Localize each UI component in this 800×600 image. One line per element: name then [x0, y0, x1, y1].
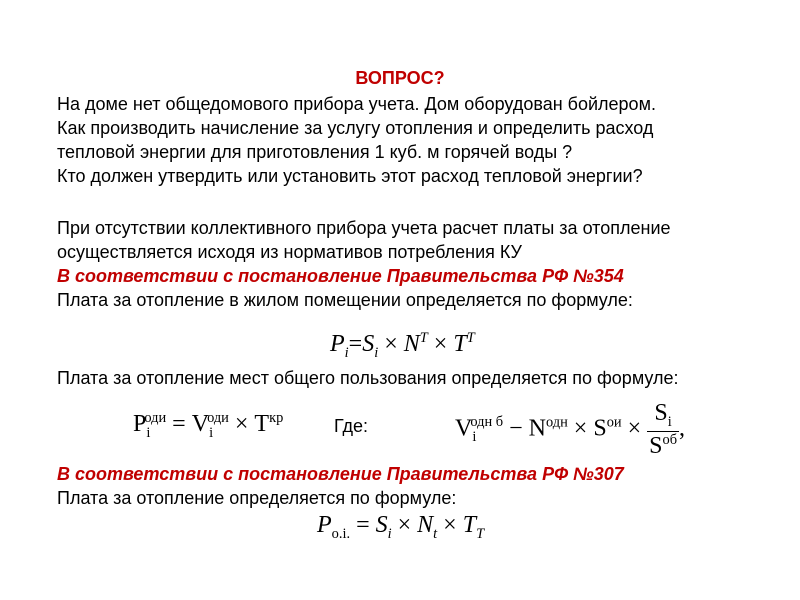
question-line: тепловой энергии для приготовления 1 куб. м горячей воды ? [57, 142, 573, 162]
answer-line: осуществляется исходя из нормативов потребления КУ [57, 242, 522, 262]
reference-354: В соответствии с постановление Правительства РФ №354 [57, 266, 624, 286]
formula-common-areas: $P_i^{оди} = V_i^{оди} \times T^{кр}$ [133, 410, 284, 441]
question-line: Кто должен утвердить или установить этот расход тепловой энергии? [57, 166, 643, 186]
where-label: Где: [334, 416, 369, 436]
question-text [57, 92, 777, 188]
reference-307: В соответствии с постановление Правительства РФ №307 [57, 464, 624, 484]
formula-307-intro: Плата за отопление определяется по формуле: [57, 488, 457, 508]
living-formula-intro: Плата за отопление в жилом помещении определяется по формуле: [57, 290, 633, 310]
formula-307: $P_{o.i.} = S_i \times N_t \times T_T$ [317, 512, 485, 542]
formula-living-heating: $P_i=S_i \times N^T \times T^T$ [330, 330, 475, 361]
common-formula-intro: Плата за отопление мест общего пользования определяется по формуле: [57, 368, 679, 388]
page-title: ВОПРОС? [355, 68, 445, 88]
section-307 [57, 462, 777, 510]
formula-volume: $V_i^{одн б} - N^{одн} \times S^{ои}$ × $\frac{S_i}{S^{об}}$ , [455, 400, 686, 459]
question-line: Как производить начисление за услугу отопления и определить расход [57, 118, 654, 138]
answer-line: При отсутствии коллективного прибора учета расчет платы за отопление [57, 218, 671, 238]
answer-text [57, 216, 777, 312]
question-line: На доме нет общедомового прибора учета. Дом оборудован бойлером. [57, 94, 656, 114]
fraction: $\frac{S_i}{S^{об}}$ [649, 400, 678, 459]
